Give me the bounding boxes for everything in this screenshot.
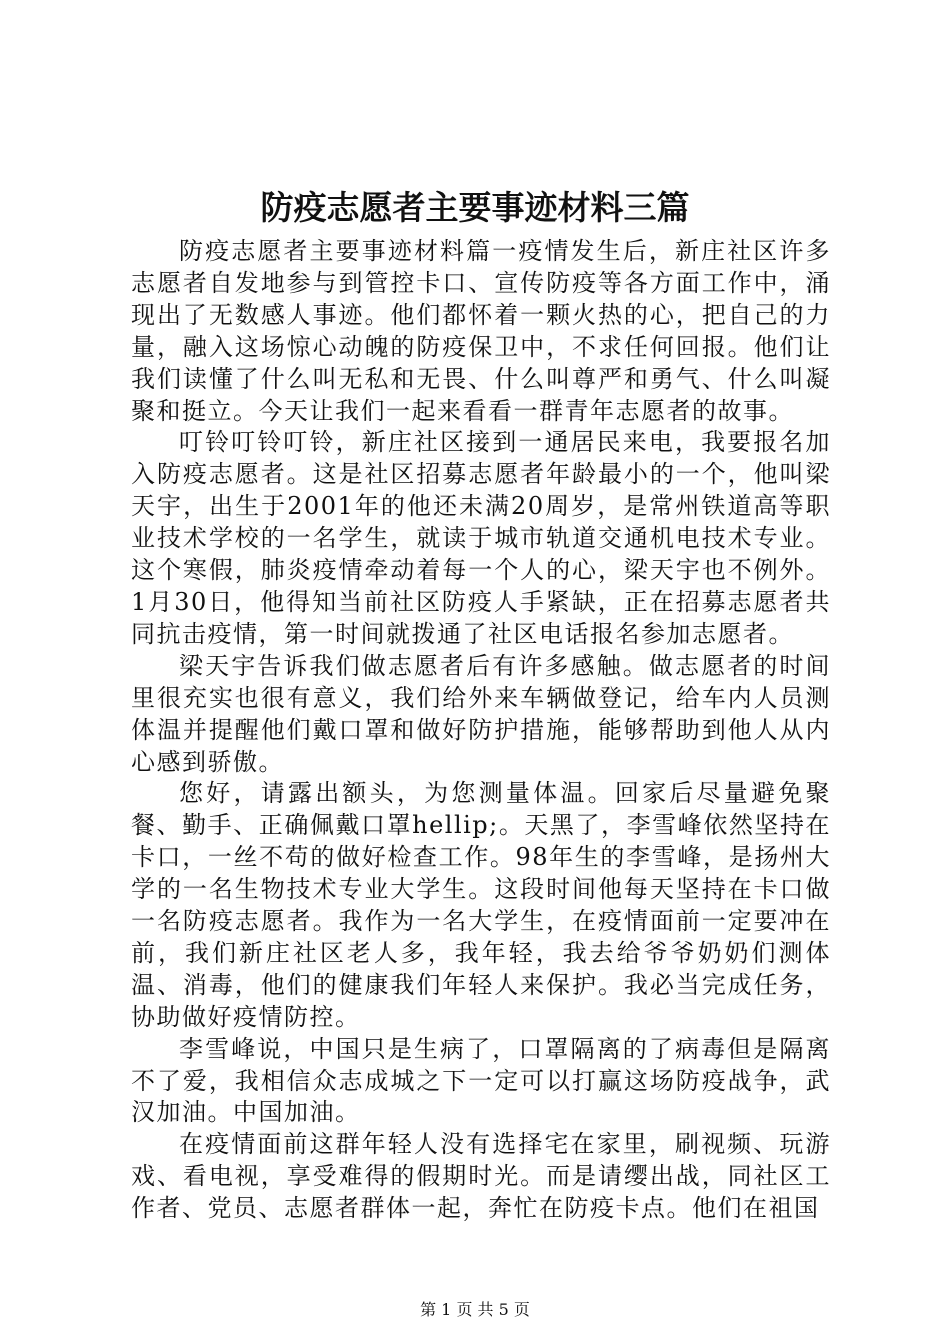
document-title: 防疫志愿者主要事迹材料三篇 [260, 188, 690, 227]
paragraph-6: 在疫情面前这群年轻人没有选择宅在家里，刷视频、玩游戏、看电视，享受难得的假期时光。而是请缨出战，同社区工作者、党员、志愿者群体一起，奔忙在防疫卡点。他们在祖国 [131, 1130, 831, 1223]
paragraph-2: 叮铃叮铃叮铃，新庄社区接到一通居民来电，我要报名加入防疫志愿者。这是社区招募志愿者年龄最小的一个，他叫梁天宇，出生于2001年的他还未满20周岁，是常州铁道高等职业技术学校的一名学生，就读于城市轨道交通机电技术专业。这个寒假，肺炎疫情牵动着每一个人的心，梁天宇也不例外。1月30日，他得知当前社区防疫人手紧缺，正在招募志愿者共同抗击疫情，第一时间就拨通了社区电话报名参加志愿者。 [131, 428, 831, 648]
paragraph-3: 梁天宇告诉我们做志愿者后有许多感触。做志愿者的时间里很充实也很有意义，我们给外来车辆做登记，给车内人员测体温并提醒他们戴口罩和做好防护措施，能够帮助到他人从内心感到骄傲。 [131, 651, 831, 776]
document-body [131, 236, 831, 1225]
paragraph-1: 防疫志愿者主要事迹材料篇一疫情发生后，新庄社区许多志愿者自发地参与到管控卡口、宣传防疫等各方面工作中，涌现出了无数感人事迹。他们都怀着一颗火热的心，把自己的力量，融入这场惊心动魄的防疫保卫中，不求任何回报。他们让我们读懂了什么叫无私和无畏、什么叫尊严和勇气、什么叫凝聚和挺立。今天让我们一起来看看一群青年志愿者的故事。 [131, 237, 831, 425]
paragraph-5: 李雪峰说，中国只是生病了，口罩隔离的了病毒但是隔离不了爱，我相信众志成城之下一定可以打赢这场防疫战争，武汉加油。中国加油。 [131, 1034, 831, 1127]
paragraph-4: 您好，请露出额头，为您测量体温。回家后尽量避免聚餐、勤手、正确佩戴口罩hellip;。天黑了，李雪峰依然坚持在卡口，一丝不苟的做好检查工作。98年生的李雪峰，是扬州大学的一名生物技术专业大学生。这段时间他每天坚持在卡口做一名防疫志愿者。我作为一名大学生，在疫情面前一定要冲在前，我们新庄社区老人多，我年轻，我去给爷爷奶奶们测体温、消毒，他们的健康我们年轻人来保护。我必当完成任务，协助做好疫情防控。 [131, 779, 831, 1031]
page-number-footer: 第 1 页 共 5 页 [420, 1300, 530, 1319]
